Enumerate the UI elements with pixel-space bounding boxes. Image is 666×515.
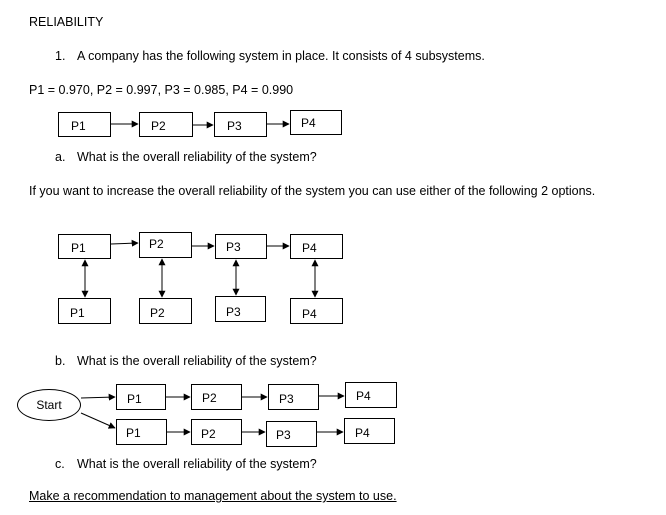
- option1-box-label: P4: [302, 307, 317, 321]
- option1-box-label: P3: [226, 305, 241, 319]
- option2-box-label: P2: [201, 427, 216, 441]
- part-c-question: What is the overall reliability of the system?: [77, 457, 317, 471]
- start-label: Start: [36, 398, 62, 412]
- question-number: 1.: [55, 49, 66, 63]
- option2-box-label: P4: [355, 426, 370, 440]
- part-a-question: What is the overall reliability of the system?: [77, 150, 317, 164]
- part-b-question: What is the overall reliability of the system?: [77, 354, 317, 368]
- part-b-letter: b.: [55, 354, 66, 368]
- option2-box-label: P3: [279, 392, 294, 406]
- option1-box-label: P1: [71, 241, 86, 255]
- series-box-label: P1: [71, 119, 86, 133]
- option2-box-label: P4: [356, 389, 371, 403]
- option1-box-label: P1: [70, 306, 85, 320]
- option1-box-label: P2: [149, 237, 164, 251]
- question-text: A company has the following system in place. It consists of 4 subsystems.: [77, 49, 485, 63]
- option1-box-label: P2: [150, 306, 165, 320]
- option1-box-label: P4: [302, 241, 317, 255]
- series-box-label: P3: [227, 119, 242, 133]
- heading: RELIABILITY: [29, 15, 104, 29]
- option2-box-label: P1: [127, 392, 142, 406]
- series-box-label: P4: [301, 116, 316, 130]
- part-c-letter: c.: [55, 457, 65, 471]
- probabilities-line: P1 = 0.970, P2 = 0.997, P3 = 0.985, P4 = 0.990: [29, 83, 294, 97]
- option2-box-label: P2: [202, 391, 217, 405]
- recommendation-text: Make a recommendation to management about the system to use.: [29, 489, 397, 503]
- option2-box-label: P3: [276, 428, 291, 442]
- option1-arrow-1: [111, 243, 138, 244]
- series-box-label: P2: [151, 119, 166, 133]
- option1-box-label: P3: [226, 240, 241, 254]
- start-arrow-bottom: [81, 413, 115, 428]
- option2-box-label: P1: [126, 426, 141, 440]
- options-intro: If you want to increase the overall reliability of the system you can use either of the following 2 options.: [29, 184, 596, 198]
- start-arrow-top: [81, 397, 115, 398]
- part-a-letter: a.: [55, 150, 66, 164]
